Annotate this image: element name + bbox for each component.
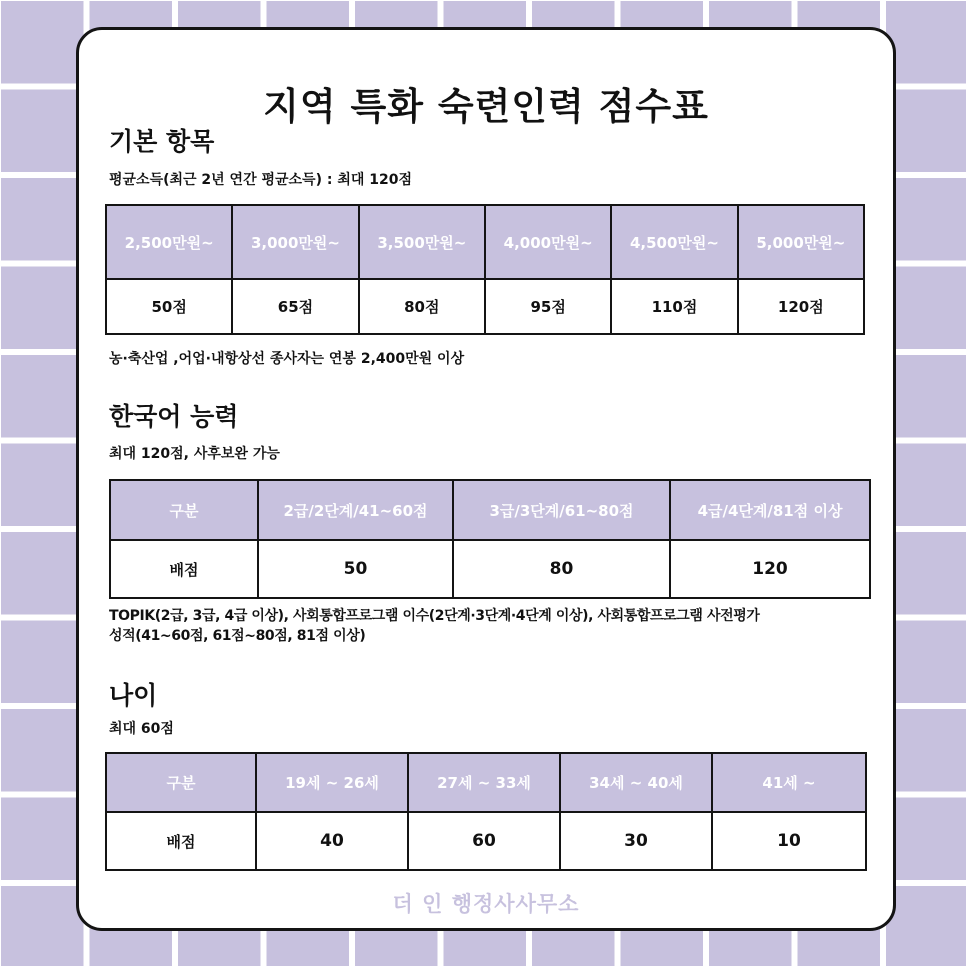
korean-section-description: 최대 120점, 사후보완 가능 <box>109 446 280 462</box>
age-range-header: 41세 ~ <box>712 753 866 812</box>
income-score-cell: 120점 <box>738 279 864 334</box>
korean-section-heading: 한국어 능력 <box>109 402 239 431</box>
level-header: 4급/4단계/81점 이상 <box>670 480 870 540</box>
age-section-heading: 나이 <box>109 681 158 710</box>
income-score-cell: 95점 <box>485 279 611 334</box>
age-score-cell: 40 <box>256 812 408 870</box>
korean-score-cell: 120 <box>670 540 870 598</box>
income-bracket-header: 5,000만원~ <box>738 205 864 279</box>
level-header: 2급/2단계/41~60점 <box>258 480 453 540</box>
age-score-cell: 60 <box>408 812 560 870</box>
table-row <box>106 812 866 870</box>
basic-section-note: 농·축산업 ,어업·내항상선 종사자는 연봉 2,400만원 이상 <box>109 351 465 367</box>
category-header: 구분 <box>110 480 258 540</box>
income-score-cell: 50점 <box>106 279 232 334</box>
age-score-table <box>105 752 867 871</box>
income-score-table <box>105 204 865 335</box>
income-bracket-header: 4,500만원~ <box>611 205 737 279</box>
korean-note-line: TOPIK(2급, 3급, 4급 이상), 사회통합프로그램 이수(2단계·3단계·4단계 이상), 사회통합프로그램 사전평가 <box>109 608 760 624</box>
row-label: 배점 <box>106 812 256 870</box>
income-bracket-header: 4,000만원~ <box>485 205 611 279</box>
table-header-row <box>106 753 866 812</box>
income-bracket-header: 2,500만원~ <box>106 205 232 279</box>
age-range-header: 34세 ~ 40세 <box>560 753 712 812</box>
basic-section-heading: 기본 항목 <box>109 127 215 156</box>
row-label: 배점 <box>110 540 258 598</box>
age-score-cell: 10 <box>712 812 866 870</box>
income-score-cell: 110점 <box>611 279 737 334</box>
korean-score-cell: 50 <box>258 540 453 598</box>
korean-score-table <box>109 479 871 599</box>
korean-score-cell: 80 <box>453 540 670 598</box>
page-title: 지역 특화 숙련인력 점수표 <box>263 85 709 128</box>
age-section-description: 최대 60점 <box>109 721 174 737</box>
korean-note-line: 성적(41~60점, 61점~80점, 81점 이상) <box>109 628 366 644</box>
age-score-cell: 30 <box>560 812 712 870</box>
income-bracket-header: 3,500만원~ <box>359 205 485 279</box>
income-score-cell: 80점 <box>359 279 485 334</box>
table-row <box>106 279 864 334</box>
score-card <box>76 27 896 931</box>
income-score-cell: 65점 <box>232 279 358 334</box>
income-bracket-header: 3,000만원~ <box>232 205 358 279</box>
table-header-row <box>110 480 870 540</box>
table-row <box>110 540 870 598</box>
table-header-row <box>106 205 864 279</box>
age-range-header: 27세 ~ 33세 <box>408 753 560 812</box>
basic-section-description: 평균소득(최근 2년 연간 평균소득) : 최대 120점 <box>109 172 412 188</box>
footer-office-name: 더 인 행정사사무소 <box>392 892 580 916</box>
category-header: 구분 <box>106 753 256 812</box>
level-header: 3급/3단계/61~80점 <box>453 480 670 540</box>
age-range-header: 19세 ~ 26세 <box>256 753 408 812</box>
korean-section-note <box>109 606 889 646</box>
